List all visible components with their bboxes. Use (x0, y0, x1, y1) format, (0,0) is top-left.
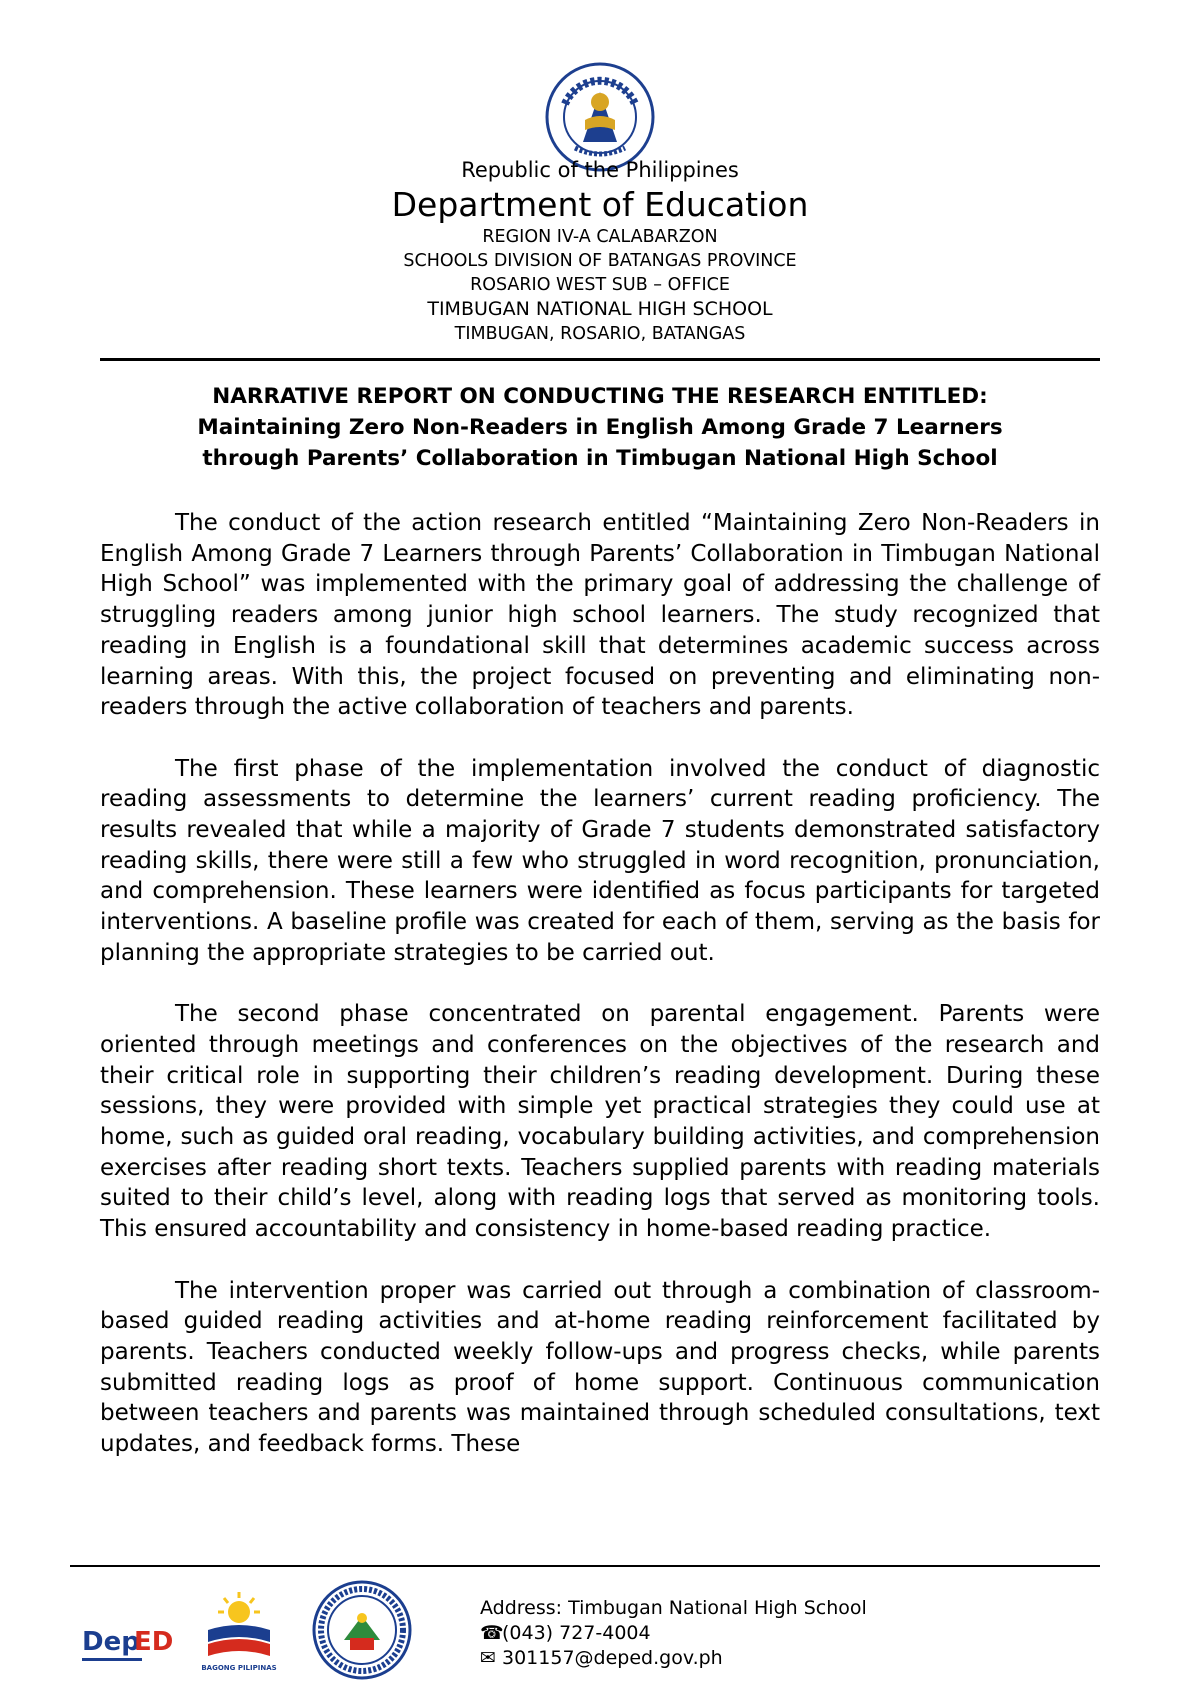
report-title-line-1: NARRATIVE REPORT ON CONDUCTING THE RESEARCH ENTITLED: (212, 384, 988, 409)
deped-logo (82, 1620, 177, 1668)
division-label: SCHOOLS DIVISION OF BATANGAS PROVINCE (403, 251, 797, 271)
phone-icon: ☎ (480, 1622, 504, 1644)
svg-text:ED: ED (134, 1627, 174, 1657)
bagong-pilipinas-text: BAGONG PILIPINAS (201, 1664, 277, 1672)
school-name: TIMBUGAN NATIONAL HIGH SCHOOL (427, 298, 773, 320)
footer-phone: (043) 727-4004 (502, 1622, 651, 1644)
envelope-icon: ✉ (480, 1647, 496, 1669)
deped-seal-icon (545, 62, 655, 172)
footer-divider (70, 1565, 1100, 1567)
department-title: Department of Education (391, 185, 809, 224)
bagong-pilipinas-logo (198, 1590, 280, 1676)
school-seal-icon (312, 1580, 412, 1680)
footer-phone-row (480, 1622, 651, 1644)
footer-address: Address: Timbugan National High School (480, 1597, 867, 1619)
paragraph-2: The first phase of the implementation involved the conduct of diagnostic reading assessments to determine the learners’ current reading proficiency. The results revealed that while a majority of Grade 7 students demonstrated satisfactory reading skills, there were still a few who struggled in word recognition, pronunciation, and comprehension. These learners were identified as focus participants for targeted interventions. A baseline profile was created for each of them, serving as the basis for planning the appropriate strategies to be carried out. (100, 755, 1100, 966)
report-title-line-3: through Parents’ Collaboration in Timbugan National High School (202, 446, 998, 471)
header-divider (100, 358, 1100, 361)
paragraph-3: The second phase concentrated on parental engagement. Parents were oriented through meetings and conferences on the objectives of the research and their critical role in supporting their children’s reading development. During these sessions, they were provided with simple yet practical strategies they could use at home, such as guided oral reading, vocabulary building activities, and comprehension exercises after reading short texts. Teachers supplied parents with reading materials suited to their child’s level, along with reading logs that served as monitoring tools. This ensured accountability and consistency in home-based reading practice. (100, 1001, 1100, 1243)
paragraph-4: The intervention proper was carried out through a combination of classroom-based guided reading activities and at-home reading reinforcement facilitated by parents. Teachers conducted weekly follow-ups and progress checks, while parents submitted reading logs as proof of home support. Continuous communication between teachers and parents was maintained through scheduled consultations, text updates, and feedback forms. These (100, 1277, 1100, 1458)
svg-text:Dep: Dep (82, 1627, 140, 1657)
region-label: REGION IV-A CALABARZON (482, 227, 718, 247)
paragraph-1: The conduct of the action research entitled “Maintaining Zero Non-Readers in English Among Grade 7 Learners through Parents’ Collaboration in Timbugan National High School” was implemented with the primary goal of addressing the challenge of struggling readers among junior high school learners. The study recognized that reading in English is a foundational skill that determines academic success across learning areas. With this, the project focused on preventing and eliminating non-readers through the active collaboration of teachers and parents. (100, 510, 1100, 721)
sub-office-label: ROSARIO WEST SUB – OFFICE (470, 275, 730, 295)
school-address: TIMBUGAN, ROSARIO, BATANGAS (454, 324, 746, 344)
footer-email: 301157@deped.gov.ph (502, 1647, 723, 1669)
report-title-line-2: Maintaining Zero Non-Readers in English Among Grade 7 Learners (197, 415, 1003, 440)
republic-label: Republic of the Philippines (461, 158, 739, 182)
report-body (100, 508, 1100, 1490)
footer-email-row (480, 1647, 723, 1669)
